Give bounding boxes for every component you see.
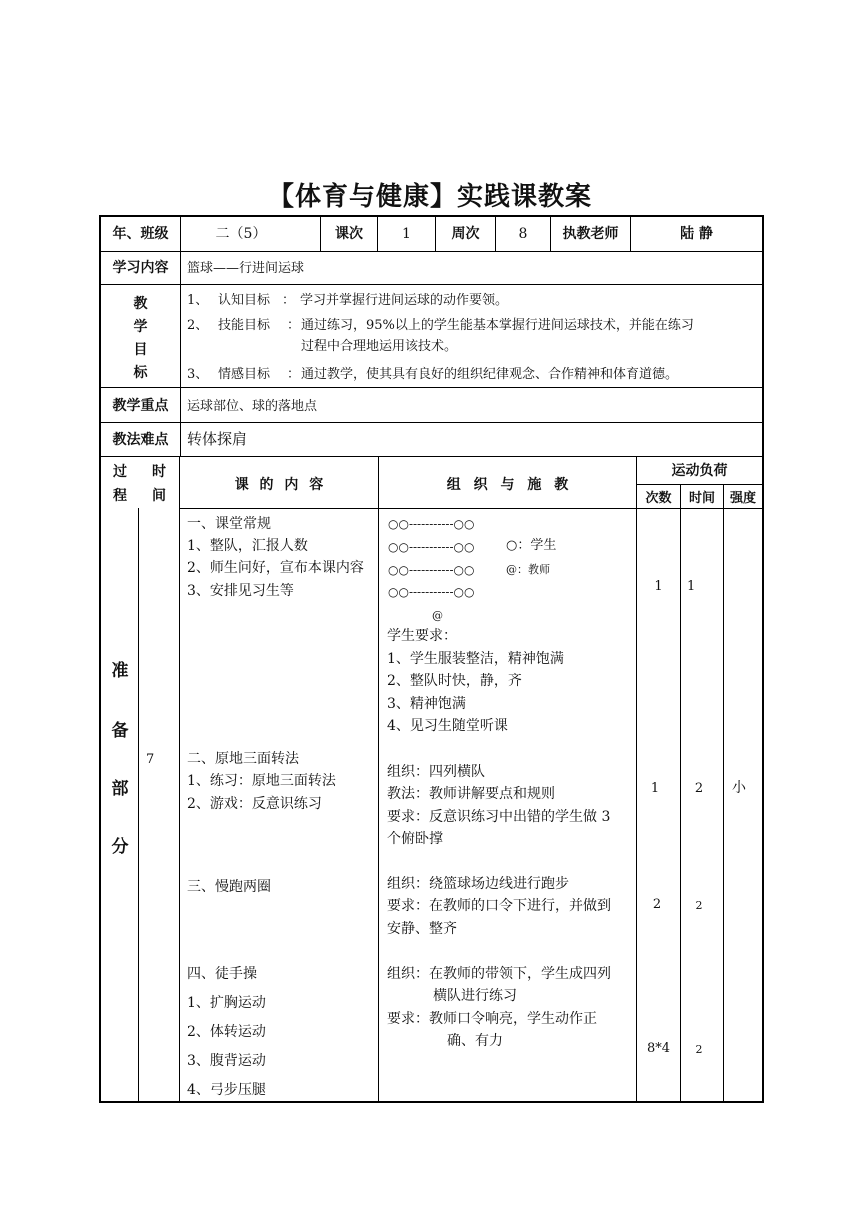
- time-head: 间: [152, 488, 166, 504]
- section-time: 7: [146, 752, 155, 767]
- key-point-value: 运球部位、球的落地点: [187, 399, 318, 414]
- load-head: 运动负荷: [671, 463, 728, 479]
- lesson-value: 1: [402, 226, 411, 242]
- process-head: 程: [113, 488, 127, 504]
- goals-label: 教 学 目 标: [133, 296, 148, 381]
- duration-cell: 2: [694, 781, 704, 796]
- count-head: 次数: [645, 491, 672, 506]
- org-head: 组 织 与 施 教: [446, 477, 569, 493]
- count-cell: 1: [654, 579, 663, 594]
- legend-teacher: @：教师: [506, 563, 550, 576]
- document-title: 【体育与健康】实践课教案: [267, 182, 592, 212]
- intensity-cell: 小: [732, 780, 746, 796]
- process-head: 过: [113, 464, 127, 480]
- content-block: 三、慢跑两圈: [187, 879, 271, 895]
- teacher-mark: @: [432, 609, 443, 622]
- content-value: 篮球——行进间运球: [187, 261, 305, 276]
- key-point-label: 教学重点: [112, 398, 169, 414]
- week-label: 周次: [451, 226, 480, 242]
- week-value: 8: [518, 226, 528, 242]
- teacher-value: 陆 静: [680, 226, 713, 242]
- teacher-label: 执教老师: [562, 226, 619, 242]
- time-head: 时: [152, 464, 166, 480]
- count-cell: 8*4: [646, 1041, 671, 1056]
- intensity-head: 强度: [729, 491, 756, 506]
- count-cell: 2: [652, 897, 662, 912]
- grade-value: 二（5）: [215, 226, 267, 242]
- lesson-label: 课次: [335, 226, 363, 242]
- difficulty-label: 教法难点: [112, 432, 169, 448]
- duration-cell: 2: [695, 899, 703, 912]
- content-head: 课 的 内 容: [234, 477, 324, 493]
- duration-cell: 1: [687, 579, 696, 594]
- content-label: 学习内容: [112, 260, 169, 276]
- duration-cell: 2: [695, 1043, 703, 1056]
- difficulty-value: 转体探肩: [187, 430, 248, 448]
- duration-head: 时间: [688, 491, 715, 506]
- legend-student: ○：学生: [506, 538, 557, 553]
- grade-label: 年、班级: [112, 226, 169, 242]
- count-cell: 1: [650, 781, 660, 796]
